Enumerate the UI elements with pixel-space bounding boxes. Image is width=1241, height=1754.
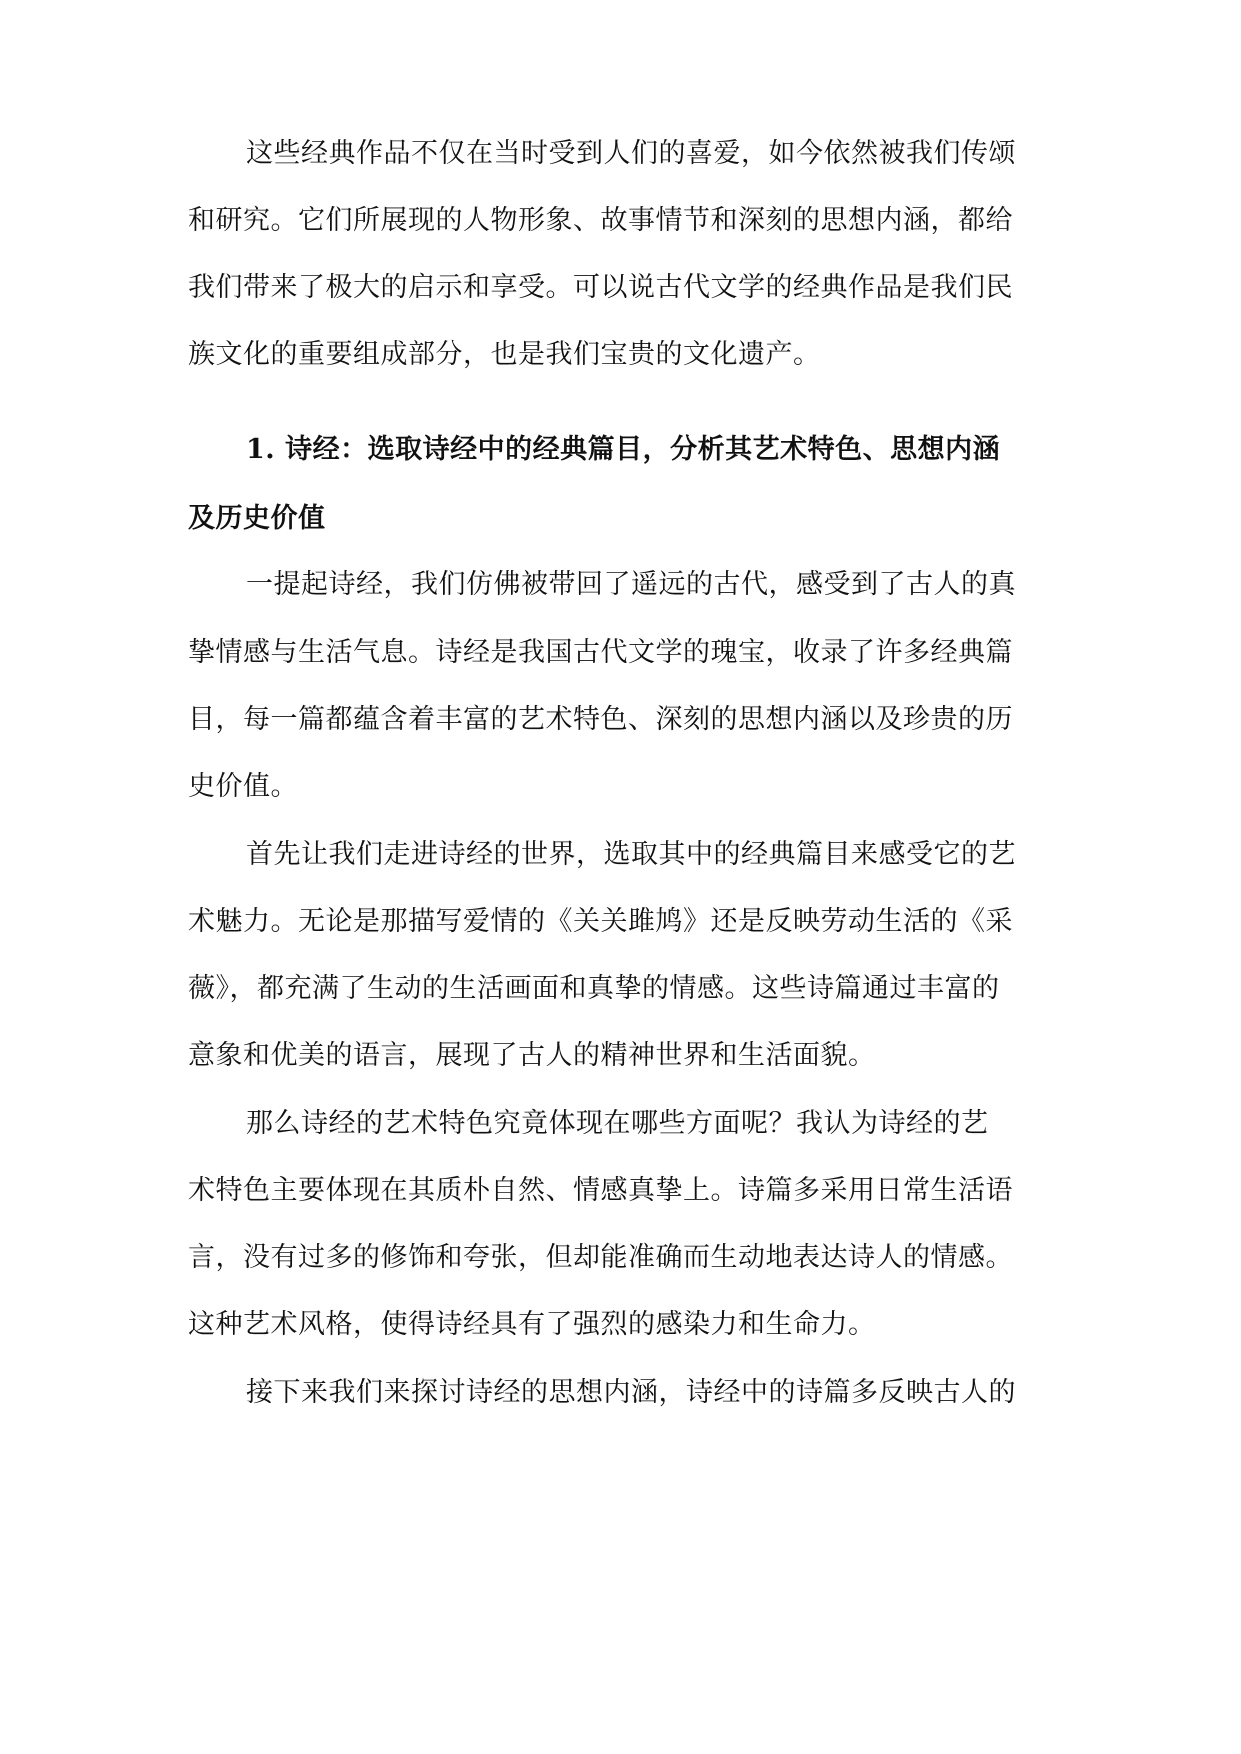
text-line: 挚情感与生活气息。诗经是我国古代文学的瑰宝，收录了许多经典篇 (188, 637, 1013, 668)
text-line: 术特色主要体现在其质朴自然、情感真挚上。诗篇多采用日常生活语 (188, 1175, 1013, 1206)
text-line: 这些经典作品不仅在当时受到人们的喜爱，如今依然被我们传颂 (246, 138, 1016, 169)
text-line: 那么诗经的艺术特色究竟体现在哪些方面呢？我认为诗经的艺 (246, 1108, 989, 1139)
text-line: 我们带来了极大的启示和享受。可以说古代文学的经典作品是我们民 (188, 272, 1013, 303)
text-line: 这种艺术风格，使得诗经具有了强烈的感染力和生命力。 (188, 1309, 876, 1340)
text-line: 史价值。 (188, 771, 298, 802)
text-line: 术魅力。无论是那描写爱情的《关关雎鸠》还是反映劳动生活的《采 (188, 906, 1013, 937)
heading-line: 及历史价值 (188, 503, 326, 534)
text-line: 接下来我们来探讨诗经的思想内涵，诗经中的诗篇多反映古人的 (246, 1377, 1016, 1408)
text-line: 言，没有过多的修饰和夸张，但却能准确而生动地表达诗人的情感。 (188, 1242, 1013, 1273)
heading-line: 1. 诗经：选取诗经中的经典篇目，分析其艺术特色、思想内涵 (246, 434, 1001, 465)
text-line: 薇》，都充满了生动的生活画面和真挚的情感。这些诗篇通过丰富的 (188, 973, 1000, 1004)
text-line: 一提起诗经，我们仿佛被带回了遥远的古代，感受到了古人的真 (246, 569, 1016, 600)
text-line: 和研究。它们所展现的人物形象、故事情节和深刻的思想内涵，都给 (188, 205, 1013, 236)
text-line: 族文化的重要组成部分，也是我们宝贵的文化遗产。 (188, 339, 821, 370)
text-line: 首先让我们走进诗经的世界，选取其中的经典篇目来感受它的艺 (246, 839, 1016, 870)
text-line: 目，每一篇都蕴含着丰富的艺术特色、深刻的思想内涵以及珍贵的历 (188, 704, 1013, 735)
text-line: 意象和优美的语言，展现了古人的精神世界和生活面貌。 (188, 1040, 876, 1071)
